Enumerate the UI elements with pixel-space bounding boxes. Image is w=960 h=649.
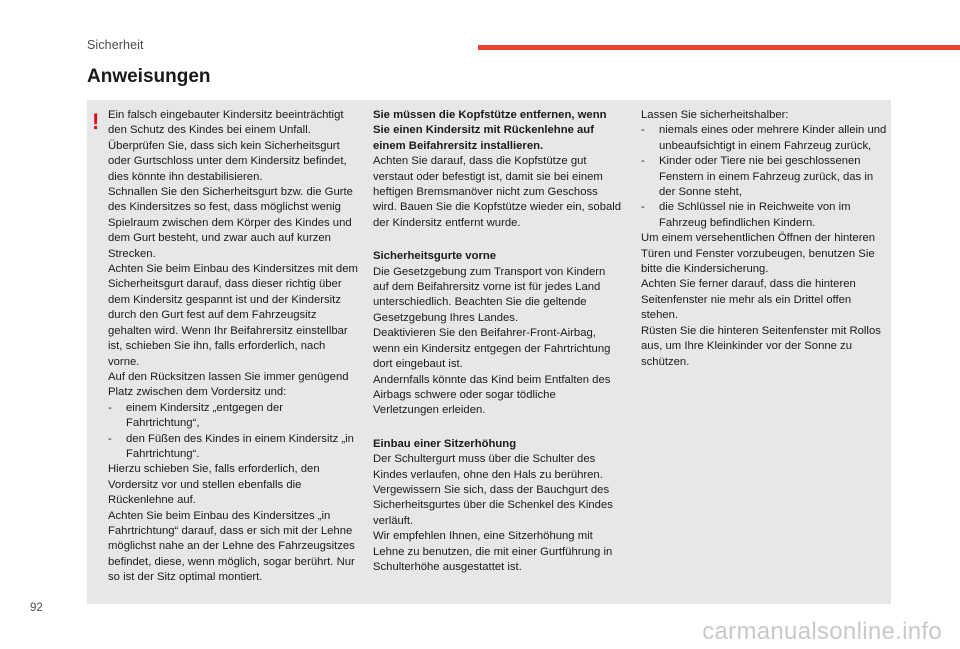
- list-item-text: einem Kindersitz „entgegen der Fahrtrichtung“,: [126, 401, 283, 430]
- paragraph: Achten Sie beim Einbau des Kindersitzes mit dem Sicherheitsgurt darauf, dass dieser richtig über dem Kindersitz gespannt ist und der Kindersitz durch den Gurt fest auf dem Fahrzeugsitz gehalten wird. Wenn Ihr Beifahrersitz einstellbar ist, schieben Sie ihn, falls erforderlich, nach vorne.: [108, 263, 358, 368]
- dash-bullet: -: [641, 201, 645, 214]
- page-title: Anweisungen: [87, 66, 211, 87]
- paragraph: Andernfalls könnte das Kind beim Entfalten des Airbags schwere oder sogar tödliche Verletzungen erleiden.: [373, 373, 611, 417]
- paragraph: Achten Sie darauf, dass die Kopfstütze gut verstaut oder befestigt ist, damit sie bei einem heftigen Bremsmanöver nicht zum Geschoss wird. Bauen Sie die Kopfstütze wieder ein, sobald der Kindersitz entfernt wurde.: [373, 155, 622, 229]
- paragraph: Wir empfehlen Ihnen, eine Sitzerhöhung mit Lehne zu benutzen, die mit einer Gurtführung in Schulterhöhe ausgestattet ist.: [373, 530, 613, 573]
- column-right: [641, 108, 889, 370]
- dash-bullet: -: [641, 124, 645, 137]
- paragraph: Achten Sie ferner darauf, dass die hinteren Seitenfenster nie mehr als ein Drittel offen stehen.: [641, 278, 856, 322]
- heading-front-belts: Sicherheitsgurte vorne: [373, 250, 497, 263]
- column-middle: [373, 108, 623, 575]
- list-item: [641, 154, 889, 200]
- paragraph: Ein falsch eingebauter Kindersitz beeinträchtigt den Schutz des Kindes bei einem Unfall.: [108, 109, 344, 137]
- warning-icon: !: [92, 109, 100, 134]
- list-item: [641, 200, 889, 231]
- paragraph: Lassen Sie sicherheitshalber:: [641, 109, 789, 121]
- paragraph: Rüsten Sie die hinteren Seitenfenster mit Rollos aus, um Ihre Kleinkinder vor der Sonne zu schützen.: [641, 324, 881, 368]
- paragraph: Deaktivieren Sie den Beifahrer-Front-Airbag, wenn ein Kindersitz entgegen der Fahrtrichtung dort eingebaut ist.: [373, 327, 611, 371]
- paragraph: Hierzu schieben Sie, falls erforderlich, den Vordersitz vor und stellen ebenfalls die Rückenlehne auf.: [108, 463, 320, 507]
- paragraph: Schnallen Sie den Sicherheitsgurt bzw. die Gurte des Kindersitzes so fest, dass möglichst wenig Spielraum zwischen dem Körper des Kindes und dem Gurt besteht, und zwar auch auf kurzen Strecken.: [108, 186, 353, 260]
- dash-bullet: -: [108, 432, 112, 445]
- list-item-text: Kinder oder Tiere nie bei geschlossenen Fenstern in einem Fahrzeug zurück, das in der Sonne steht,: [659, 155, 874, 199]
- paragraph: Vergewissern Sie sich, dass der Bauchgurt des Sicherheitsgurtes über die Schenkel des Kindes verläuft.: [373, 483, 613, 527]
- watermark: carmanualsonline.info: [702, 618, 942, 645]
- paragraph: Auf den Rücksitzen lassen Sie immer genügend Platz zwischen dem Vordersitz und:: [108, 370, 349, 399]
- list-item-text: niemals eines oder mehrere Kinder allein und unbeaufsichtigt in einem Fahrzeug zurück,: [659, 124, 887, 152]
- column-left: [108, 108, 358, 586]
- section-accent-bar: [478, 45, 960, 50]
- dash-bullet: -: [641, 155, 645, 168]
- list-item: [108, 432, 358, 463]
- list-item: [641, 123, 889, 154]
- list-item-text: die Schlüssel nie in Reichweite von im Fahrzeug befindlichen Kindern.: [659, 201, 851, 229]
- paragraph: Der Schultergurt muss über die Schulter des Kindes verlaufen, ohne den Hals zu berühren.: [373, 453, 603, 481]
- heading-head-restraint: Sie müssen die Kopfstütze entfernen, wenn Sie einen Kindersitz mit Rückenlehne auf einem Beifahrersitz installieren.: [373, 109, 607, 152]
- page-number: 92: [30, 602, 43, 614]
- list-item-text: den Füßen des Kindes in einem Kindersitz „in Fahrtrichtung“.: [126, 432, 354, 460]
- dash-bullet: -: [108, 401, 112, 414]
- list-item: [108, 401, 358, 432]
- paragraph: Die Gesetzgebung zum Transport von Kindern auf dem Beifahrersitz vorne ist für jedes Land unterschiedlich. Beachten Sie die geltende Gesetzgebung Ihres Landes.: [373, 265, 606, 324]
- paragraph: Achten Sie beim Einbau des Kindersitzes „in Fahrtrichtung“ darauf, dass er sich mit der Lehne möglichst nahe an der Lehne des Fahrzeugsitzes befindet, diese, wenn möglich, sogar berührt. Nur so ist der Sitz optimal montiert.: [108, 509, 355, 584]
- paragraph: Um einem versehentlichen Öffnen der hinteren Türen und Fenster vorzubeugen, benutzen Sie bitte die Kindersicherung.: [641, 232, 876, 276]
- paragraph: Überprüfen Sie, dass sich kein Sicherheitsgurt oder Gurtschloss unter dem Kindersitz befindet, dies könnte ihn destabilisieren.: [108, 139, 347, 183]
- heading-booster-seat: Einbau einer Sitzerhöhung: [373, 437, 517, 450]
- section-label: Sicherheit: [87, 38, 144, 52]
